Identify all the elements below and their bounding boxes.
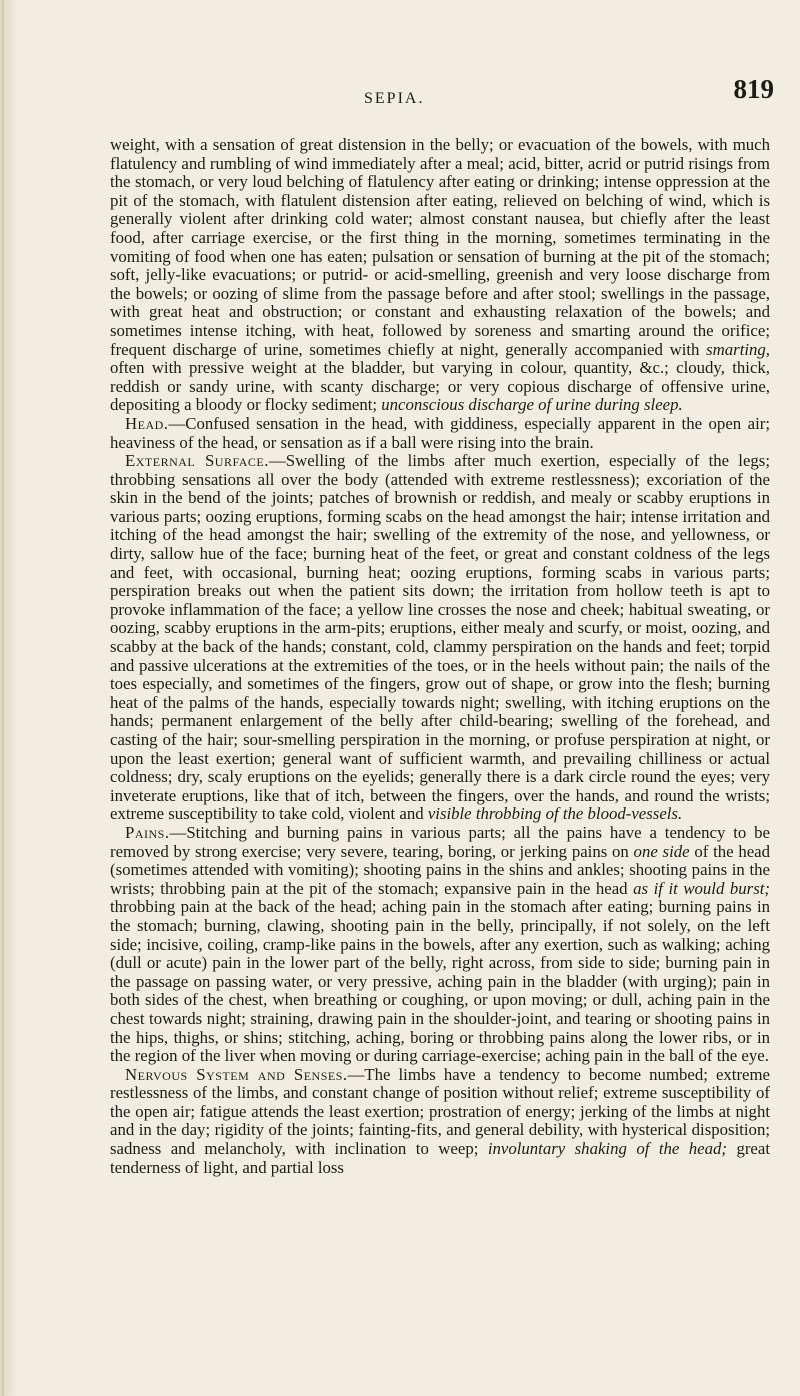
text-segment-italic: smarting, bbox=[706, 339, 770, 359]
section-heading: Nervous System and Senses. bbox=[125, 1064, 348, 1084]
text-segment-italic: unconscious discharge of urine during sleep. bbox=[381, 395, 683, 415]
running-head: SEPIA. bbox=[364, 90, 425, 107]
text-segment-italic: one side bbox=[633, 841, 690, 861]
paragraph-nervous-system bbox=[110, 1066, 770, 1178]
paragraph-digestive bbox=[110, 136, 770, 415]
text-segment: —Stitching and burning pains in various parts; all the pains have a tendency to be removed by strong exercise; very severe, tearing, boring, or jerking pains on bbox=[110, 822, 770, 861]
paragraph-external-surface bbox=[110, 452, 770, 824]
text-segment: —The limbs have a tendency to become numbed; extreme restlessness of the limbs, and constant change of position without relief; extreme susceptibility of the open air; fatigue attends the least exertion; prostration of energy; jerking of the limbs at night and in the day; rigidity of the joints; fainting-fits, and general debility, with hysterical disposition; sadness and melancholy, with inclination to weep; bbox=[110, 1064, 770, 1159]
section-heading: Pains. bbox=[125, 822, 170, 842]
text-segment-italic: visible throbbing of the blood-vessels. bbox=[427, 804, 683, 824]
text-segment: —Confused sensation in the head, with giddiness, especially apparent in the open air; heaviness of the head, or sensation as if a ball were rising into the brain. bbox=[110, 413, 770, 452]
text-segment: weight, with a sensation of great distension in the belly; or evacuation of the bowels, with much flatulency and rumbling of wind immediately after a meal; acid, bitter, acrid or putrid risings from the stomach, or very loud belching of flatulency after eating or drinking; intense oppression at the pit of the stomach, with flatulent distension after eating, relieved on belching of wind, which is generally violent after drinking cold water; almost constant nausea, but chiefly after the least food, after carriage exercise, or the first thing in the morning, sometimes terminating in the vomiting of food when one has eaten; pulsation or sensation of burning at the pit of the stomach; soft, jelly-like evacuations; or putrid- or acid-smelling, greenish and very loose discharge from the bowels; or oozing of slime from the passage before and after stool; swellings in the passage, with great heat and obstruction; or constant and exhausting relaxation of the bowels; and sometimes intense itching, with heat, followed by soreness and smarting around the orifice; frequent discharge of urine, sometimes chiefly at night, generally accompanied with bbox=[110, 135, 770, 359]
page-body bbox=[110, 136, 770, 1177]
text-segment-italic: as if it would burst; bbox=[633, 878, 770, 898]
text-segment: of the head (sometimes attended with vomiting); shooting pains in the shins and ankles; shooting pains in the wrists; throbbing pain at the pit of the stomach; expansive pain in the head bbox=[110, 841, 771, 898]
page-number: 819 bbox=[733, 74, 774, 104]
text-segment: often with pressive weight at the bladder, but varying in colour, quantity, &c.; cloudy, thick, reddish or sandy urine, with scanty discharge; or very copious discharge of offensive urine, depositing a bloody or flocky sediment; bbox=[110, 358, 770, 415]
text-segment: —Swelling of the limbs after much exertion, especially of the legs; throbbing sensations all over the body (attended with extreme restlessness); excoriation of the skin in the bend of the joints; patches of brownish or reddish, and mealy or scabby eruptions in various parts; oozing eruptions, forming scabs on the head amongst the hair; intense irritation and itching of the head amongst the hair; swelling of the extremity of the nose, and yellowness, or dirty, sallow hue of the face; burning heat of the feet, or great and constant coldness of the legs and feet, with occasional, burning heat; oozing eruptions, forming scabs in various parts; perspiration breaks out when the patient sits down; the irritation from hollow teeth is apt to provoke inflammation of the face; a yellow line crosses the nose and cheek; habitual sweating, or oozing, scabby eruptions in the arm-pits; eruptions, either mealy and scurfy, or moist, oozing, and scabby at the back of the hands; constant, cold, clammy perspiration on the hands and feet; torpid and passive ulcerations at the extremities of the toes, or in the heels without pain; the nails of the toes especially, and sometimes of the fingers, grow out of shape, or grow into the flesh; burning heat of the palms of the hands, especially towards night; swelling, with itching eruptions on the hands; permanent enlargement of the belly after child-bearing; swelling of the forehead, and casting of the hair; sour-smelling perspiration in the morning, or profuse perspiration at night, or upon the least exertion; general want of sufficient warmth, and prevailing chilliness or actual coldness; dry, scaly eruptions on the eyelids; generally there is a dark circle round the eyes; very inveterate eruptions, like that of itch, between the fingers, over the hands, and round the wrists; extreme susceptibility to take cold, violent and bbox=[110, 451, 770, 824]
paragraph-head bbox=[110, 415, 770, 452]
text-segment-italic: involuntary shaking of the head; bbox=[487, 1139, 727, 1159]
text-segment: great tenderness of light, and partial loss bbox=[110, 1139, 770, 1177]
text-segment: throbbing pain at the back of the head; aching pain in the stomach after eating; burning pains in the stomach; burning, clawing, shooting pain in the belly, principally, if not solely, on the left side; incisive, coiling, cramp-like pains in the bowels, after any exertion, such as walking; aching (dull or acute) pain in the lower part of the belly, right across, from side to side; burning pain in the passage on passing water, or very pressive, aching pain in the bladder (with urging); pain in both sides of the chest, when breathing or coughing, or upon moving; or dull, aching pain in the chest towards night; straining, drawing pain in the shoulder-joint, and tearing or shooting pains in the hips, thighs, or shins; stitching, aching, boring or throbbing pains along the lower ribs, or in the region of the liver when moving or during carriage-exercise; aching pain in the ball of the eye. bbox=[110, 897, 770, 1066]
section-heading: External Surface. bbox=[125, 451, 269, 471]
paragraph-pains bbox=[110, 824, 770, 1066]
page-edge bbox=[0, 0, 18, 1396]
section-heading: Head. bbox=[125, 413, 169, 433]
page-header bbox=[112, 74, 774, 114]
